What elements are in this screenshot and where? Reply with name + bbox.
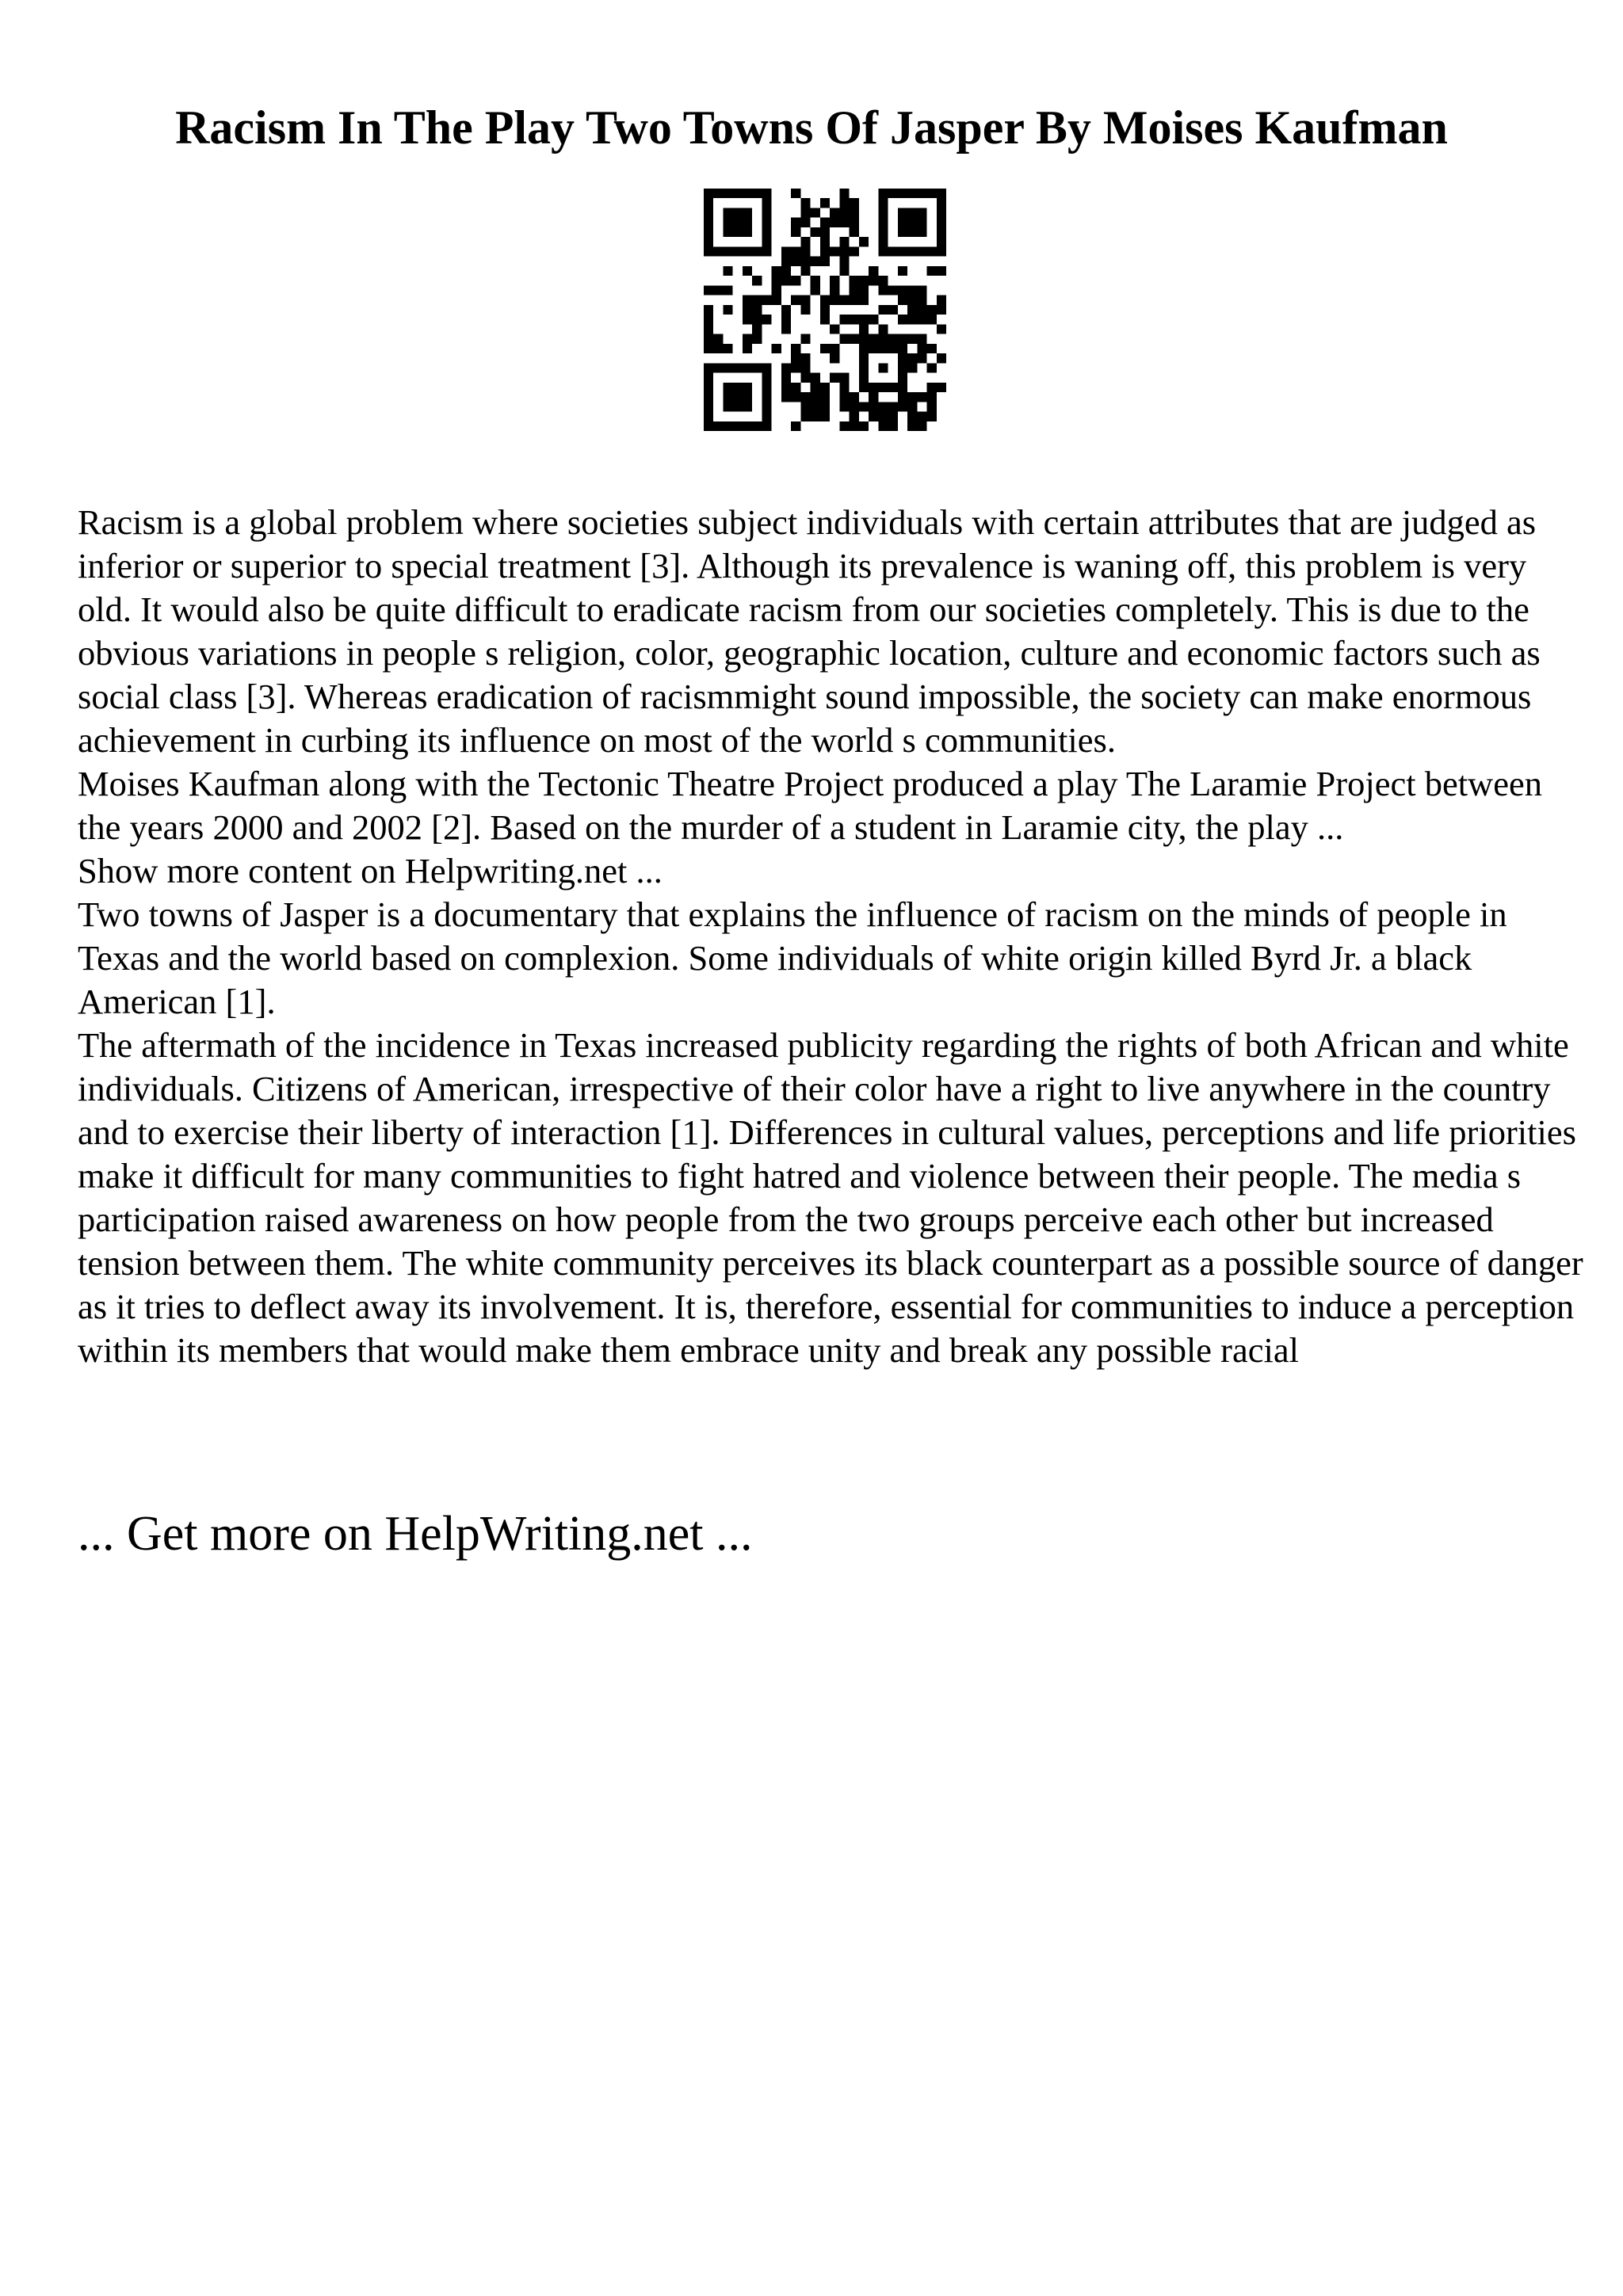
show-more-link[interactable]: Show more content on Helpwriting.net ... [78, 851, 663, 891]
qr-code-icon[interactable] [704, 189, 946, 431]
page-title: Racism In The Play Two Towns Of Jasper By Moises Kaufman [175, 101, 1448, 154]
get-more-link[interactable]: ... Get more on HelpWriting.net ... [78, 1507, 753, 1561]
article-body [78, 501, 1583, 1372]
paragraph: Racism is a global problem where societies subject individuals with certain attributes that are judged as inferior or superior to special treatment [3]. Although its prevalence is waning off, this problem is very old. It would also be quite difficult to eradicate racism from our societies completely. This is due to the obvious variations in people s religion, color, geographic location, culture and economic factors such as social class [3]. Whereas eradication of racismmight sound impossible, the society can make enormous achievement in curbing its influence on most of the world s communities. [78, 502, 1541, 760]
paragraph: The aftermath of the incidence in Texas increased publicity regarding the rights of both African and white individuals. Citizens of American, irrespective of their color have a right to live anywhere in the country and to exercise their liberty of interaction [1]. Differences in cultural values, perceptions and life priorities make it difficult for many communities to fight hatred and violence between their people. The media s participation raised awareness on how people from the two groups perceive each other but increased tension between them. The white community perceives its black counterpart as a possible source of danger as it tries to deflect away its involvement. It is, therefore, essential for communities to induce a perception within its members that would make them embrace unity and break any possible racial [78, 1025, 1583, 1370]
paragraph: Two towns of Jasper is a documentary that explains the influence of racism on the minds of people in Texas and the world based on complexion. Some individuals of white origin killed Byrd Jr. a black American [1]. [78, 894, 1507, 1021]
paragraph: Moises Kaufman along with the Tectonic Theatre Project produced a play The Laramie Project between the years 2000 and 2002 [2]. Based on the murder of a student in Laramie city, the play ... [78, 764, 1542, 847]
